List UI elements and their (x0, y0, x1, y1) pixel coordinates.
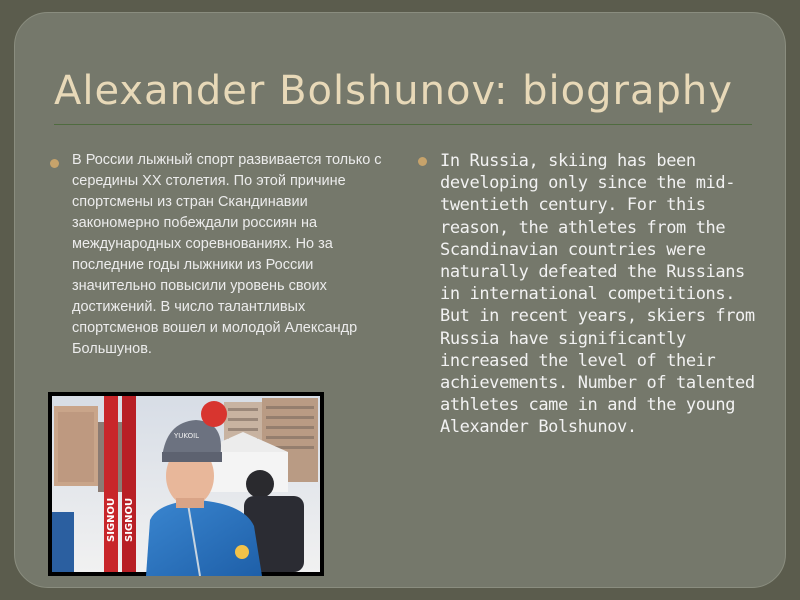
bullet-icon (418, 157, 427, 166)
hat-sponsor-label: YUKOIL (174, 432, 200, 440)
russian-paragraph: В России лыжный спорт развивается только с середины XX столетия. По этой причине спортсмены из стран Скандинавии закономерно побеждали россиян на международных соревнованиях. Но за последние годы лыжники из России значительно повысили уровень своих достижений. В число талантливых спортсменов вошел и молодой Александр Большунов. (72, 152, 382, 357)
ski-label: SIGNOU (124, 497, 135, 542)
ski-label: SIGNOU (106, 497, 117, 542)
english-paragraph: In Russia, skiing has been developing only since the mid-twentieth century. For this reason, the athletes from the Scandinavian countries were naturally defeated the Russians in international competitions. But in recent years, skiers from Russia have significantly increased the level of their achievements. Number of talented athletes came in and the young Alexander Bolshunov. (440, 151, 755, 438)
slide-title: Alexander Bolshunov: biography (54, 68, 733, 114)
bullet-icon (50, 159, 59, 168)
athlete-photo-illustration (48, 392, 324, 576)
athlete-photo (48, 392, 324, 576)
title-divider (54, 124, 752, 125)
